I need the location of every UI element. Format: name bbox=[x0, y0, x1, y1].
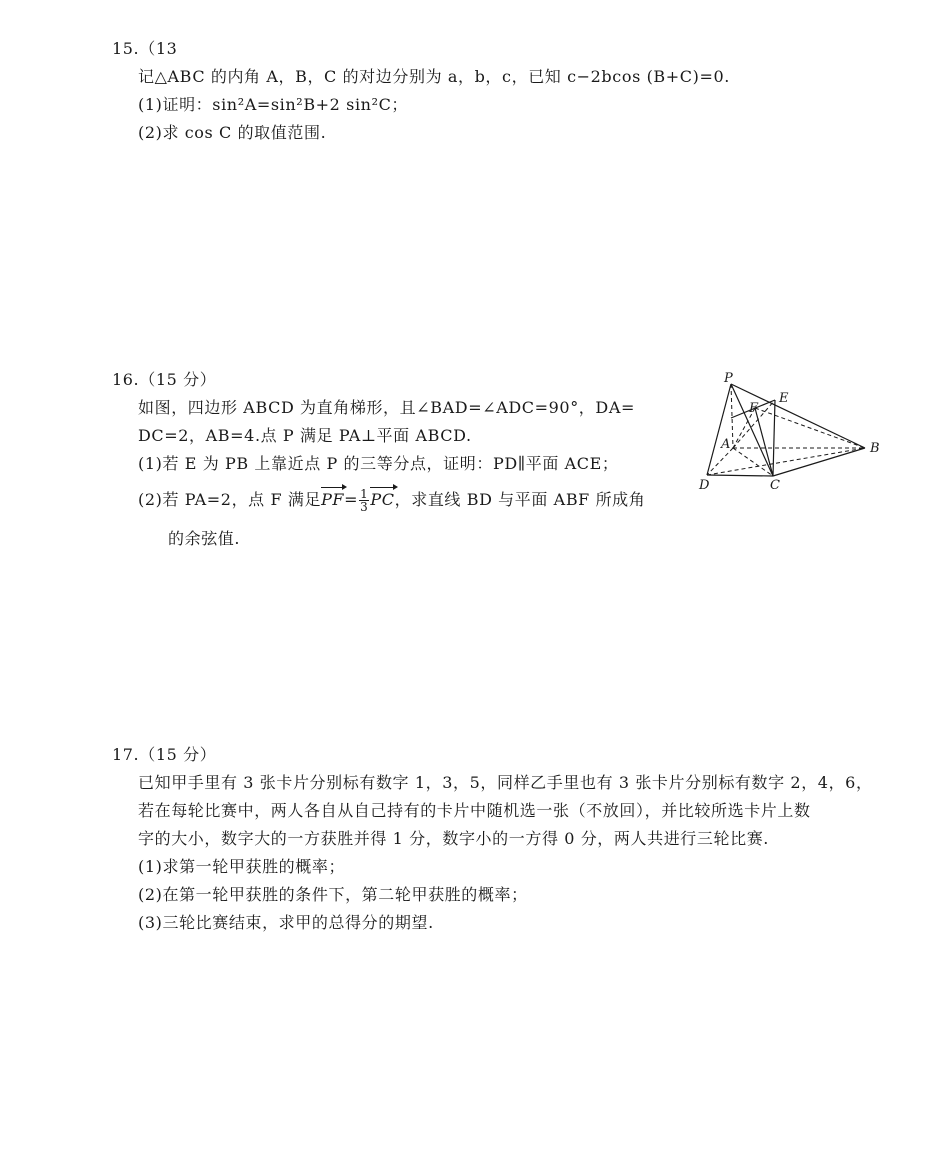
q15-stem: 记△ABC 的内角 A，B，C 的对边分别为 a，b，c，已知 c−2bcos (B+C)=0. bbox=[138, 67, 730, 86]
label-e: E bbox=[779, 391, 789, 406]
q17-stem-line3: 字的大小，数字大的一方获胜并得 1 分，数字小的一方得 0 分，两人共进行三轮比赛. bbox=[138, 829, 769, 848]
label-f: F bbox=[749, 401, 759, 416]
q16-stem-line2: DC=2，AB=4.点 P 满足 PA⊥平面 ABCD. bbox=[138, 426, 472, 445]
q15-part1: (1)证明：sin²A=sin²B+2 sin²C； bbox=[138, 95, 409, 114]
q16-stem-line1: 如图，四边形 ABCD 为直角梯形，且∠BAD=∠ADC=90°，DA= bbox=[138, 398, 635, 417]
label-c: C bbox=[770, 478, 780, 493]
q16-number: 16.（15 分） bbox=[112, 370, 217, 389]
vector-pf: PF bbox=[321, 490, 345, 509]
q17-part3: (3)三轮比赛结束，求甲的总得分的期望. bbox=[138, 913, 434, 932]
fraction-denominator: 3 bbox=[360, 500, 369, 514]
q17-part2: (2)在第一轮甲获胜的条件下，第二轮甲获胜的概率； bbox=[138, 885, 528, 904]
label-p: P bbox=[724, 371, 733, 386]
q16-part2 bbox=[138, 488, 645, 513]
label-a: A bbox=[721, 437, 731, 452]
q16-part2-line2: 的余弦值. bbox=[168, 529, 241, 548]
q16-part2-prefix: (2)若 PA=2，点 F 满足 bbox=[138, 490, 322, 509]
equals-sign: = bbox=[344, 490, 359, 509]
q15-part2: (2)求 cos C 的取值范围. bbox=[138, 123, 327, 142]
q17-stem-line1: 已知甲手里有 3 张卡片分别标有数字 1，3，5，同样乙手里也有 3 张卡片分别标有数字 2，4，6， bbox=[138, 773, 873, 792]
q15-number: 15.（13 bbox=[112, 39, 178, 58]
vector-pc: PC bbox=[370, 490, 395, 509]
label-b: B bbox=[870, 441, 880, 456]
fraction-numerator: 1 bbox=[360, 487, 369, 501]
q17-part1: (1)求第一轮甲获胜的概率； bbox=[138, 857, 346, 876]
label-d: D bbox=[699, 478, 710, 493]
pyramid-figure bbox=[695, 370, 890, 495]
q16-part1: (1)若 E 为 PB 上靠近点 P 的三等分点，证明：PD∥平面 ACE； bbox=[138, 454, 619, 473]
q17-stem-line2: 若在每轮比赛中，两人各自从自己持有的卡片中随机选一张（不放回），并比较所选卡片上数 bbox=[138, 801, 811, 820]
q17-number: 17.（15 分） bbox=[112, 745, 217, 764]
q16-part2-suffix: ，求直线 BD 与平面 ABF 所成角 bbox=[394, 490, 646, 509]
fraction-one-third bbox=[359, 488, 369, 513]
